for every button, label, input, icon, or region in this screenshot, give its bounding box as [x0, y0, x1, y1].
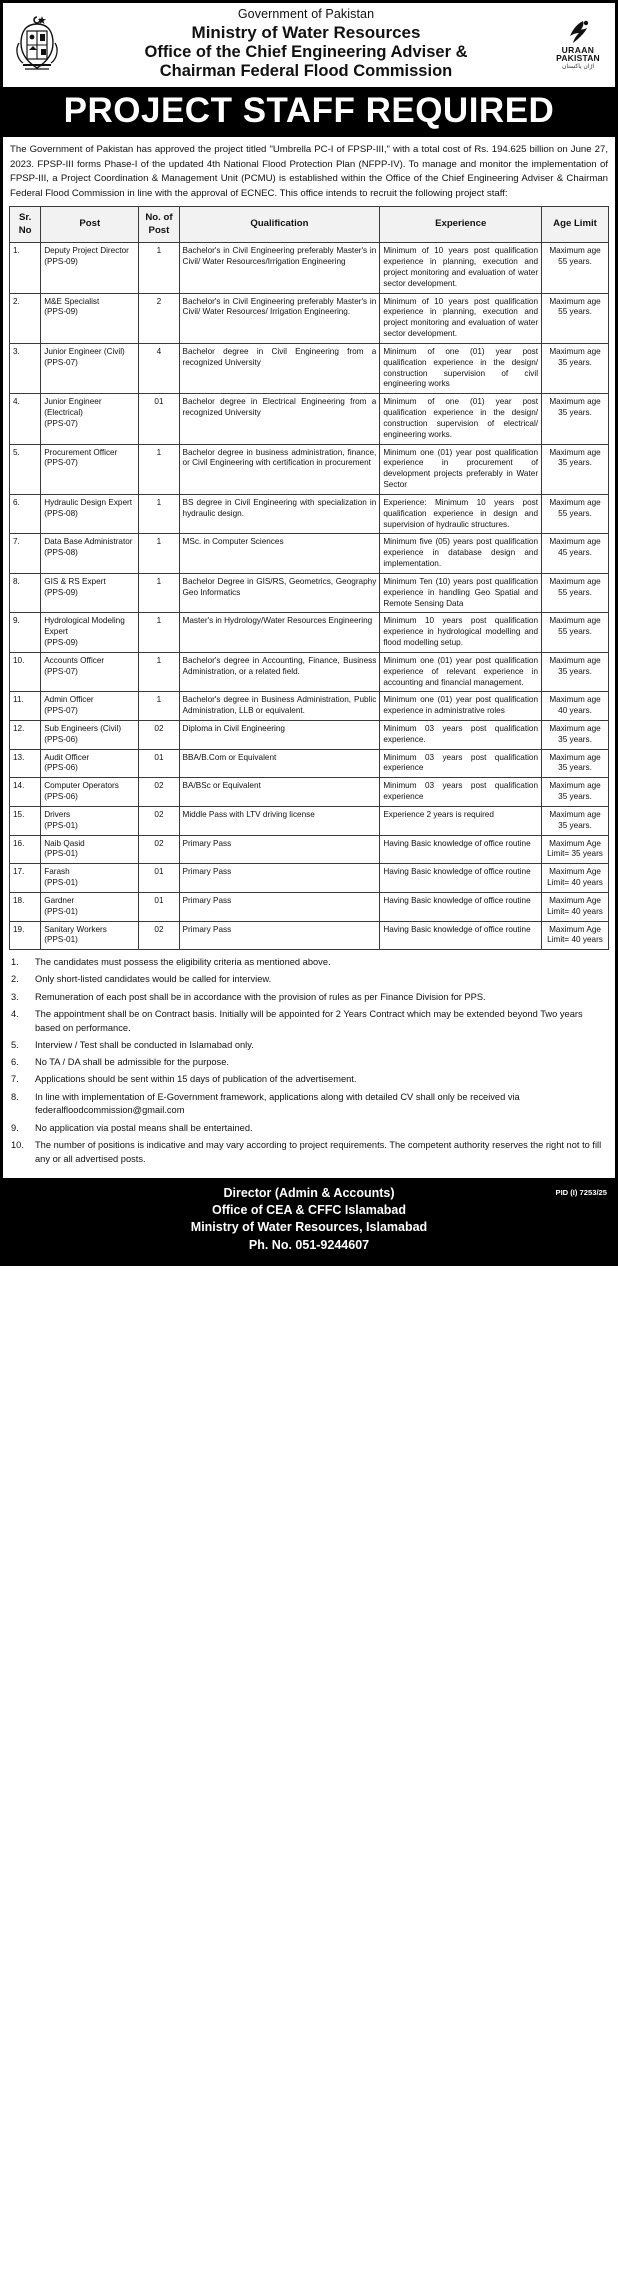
cell-qualification: Master's in Hydrology/Water Resources Engineering: [179, 613, 380, 652]
post-title: Procurement Officer: [44, 447, 118, 457]
cell-age-limit: Maximum age 55 years.: [542, 613, 609, 652]
condition-text: The number of positions is indicative and may vary according to project requirements. The competent authority reserves the right not to fill any or all advertised posts.: [35, 1139, 602, 1164]
condition-text: In line with implementation of E-Government framework, applications along with detailed CV shall only be received via federalfloodcommission@gmail.com: [35, 1091, 520, 1116]
post-pay-scale: (PPS-07): [44, 458, 78, 468]
post-title: Accounts Officer: [44, 655, 105, 665]
post-pay-scale: (PPS-09): [44, 587, 78, 597]
condition-item: [11, 1073, 605, 1087]
ministry-line: Ministry of Water Resources: [191, 22, 421, 42]
table-row: [10, 692, 609, 721]
cell-qualification: MSc. in Computer Sciences: [179, 534, 380, 573]
post-pay-scale: (PPS-08): [44, 548, 78, 558]
footer-phone-line: Ph. No. 051-9244607: [248, 1237, 370, 1252]
column-header-experience: Experience: [380, 207, 542, 243]
table-row: [10, 613, 609, 652]
footer-block: [3, 1178, 615, 1263]
chairman-line: Chairman Federal Flood Commission: [159, 62, 453, 81]
footer-director-line: Director (Admin & Accounts): [223, 1185, 395, 1200]
table-row: [10, 835, 609, 864]
table-row: [10, 293, 609, 343]
cell-post: [41, 835, 139, 864]
condition-text: Interview / Test shall be conducted in Islamabad only.: [35, 1039, 254, 1050]
cell-experience: Minimum 03 years post qualification experience: [380, 749, 542, 778]
post-title: Sanitary Workers: [44, 924, 107, 934]
table-row: [10, 394, 609, 444]
footer-office-line: Office of CEA & CFFC Islamabad: [211, 1203, 406, 1218]
cell-no-of-post: 01: [139, 864, 179, 893]
uraan-bird-icon: [563, 19, 593, 45]
cell-no-of-post: 1: [139, 613, 179, 652]
cell-age-limit: Maximum age 55 years.: [542, 243, 609, 293]
cell-qualification: Bachelor's in Civil Engineering preferably Master's in Civil/ Water Resources/Irrigation Engineering: [179, 243, 380, 293]
cell-post: [41, 613, 139, 652]
cell-age-limit: Maximum age 35 years.: [542, 806, 609, 835]
condition-number: 3.: [11, 991, 19, 1002]
condition-number: 4.: [11, 1008, 19, 1019]
cell-qualification: Diploma in Civil Engineering: [179, 720, 380, 749]
column-header-no-of-post: No. of Post: [139, 207, 179, 243]
table-row: [10, 864, 609, 893]
post-title: Naib Qasid: [44, 838, 85, 848]
cell-sr-no: 10.: [10, 652, 41, 691]
cell-sr-no: 13.: [10, 749, 41, 778]
cell-age-limit: Maximum age 55 years.: [542, 494, 609, 533]
condition-item: [11, 1091, 605, 1119]
condition-number: 8.: [11, 1091, 19, 1102]
post-pay-scale: (PPS-08): [44, 508, 78, 518]
post-title: Junior Engineer (Electrical): [44, 397, 102, 418]
cell-age-limit: Maximum age 35 years.: [542, 652, 609, 691]
post-title: Hydraulic Design Expert: [44, 497, 133, 507]
table-row: [10, 494, 609, 533]
condition-item: [11, 1039, 605, 1053]
cell-post: [41, 806, 139, 835]
post-pay-scale: (PPS-07): [44, 666, 78, 676]
cell-post: [41, 343, 139, 393]
post-title: Deputy Project Director: [44, 246, 129, 256]
post-title: Farash: [44, 867, 70, 877]
office-line: Office of the Chief Engineering Adviser &: [144, 43, 468, 62]
cell-qualification: Bachelor's in Civil Engineering preferably Master's in Civil/ Water Resources/ Irrigation Engineering.: [179, 293, 380, 343]
post-pay-scale: (PPS-09): [44, 257, 78, 267]
cell-no-of-post: 1: [139, 534, 179, 573]
cell-no-of-post: 1: [139, 573, 179, 612]
column-header-qualification: Qualification: [179, 207, 380, 243]
cell-post: [41, 692, 139, 721]
cell-experience: Minimum five (05) years post qualification experience in database design and implementation.: [380, 534, 542, 573]
cell-no-of-post: 02: [139, 921, 179, 950]
post-title: Hydrological Modeling Expert: [44, 616, 125, 637]
intro-paragraph: The Government of Pakistan has approved the project titled "Umbrella PC-I of FPSP-III," with a total cost of Rs. 194.625 billion on June 27, 2023. FPSP-III forms Phase-I of the updated 4th National Flood Protection Plan (NFPP-IV). To manage and monitor the implementation of FPSP-III, a Project Coordination & Management Unit (PCMU) is established within the Office of the Chief Engineering Adviser & Chairman Federal Flood Commission in line with the approval of ECNEC. This office intends to recruit the following project staff:: [3, 135, 615, 206]
post-title: Drivers: [44, 809, 71, 819]
cell-sr-no: 18.: [10, 892, 41, 921]
cell-qualification: Bachelor degree in Civil Engineering from a recognized University: [179, 343, 380, 393]
cell-qualification: BS degree in Civil Engineering with specialization in hydraulic design.: [179, 494, 380, 533]
cell-age-limit: Maximum age 55 years.: [542, 293, 609, 343]
condition-number: 5.: [11, 1039, 19, 1050]
cell-no-of-post: 1: [139, 243, 179, 293]
condition-item: [11, 1056, 605, 1070]
table-row: [10, 444, 609, 494]
conditions-list: [3, 950, 615, 1178]
cell-qualification: Bachelor degree in Electrical Engineering from a recognized University: [179, 394, 380, 444]
cell-age-limit: Maximum age 35 years.: [542, 720, 609, 749]
cell-sr-no: 15.: [10, 806, 41, 835]
cell-post: [41, 749, 139, 778]
condition-number: 1.: [11, 957, 19, 968]
cell-no-of-post: 01: [139, 394, 179, 444]
table-row: [10, 892, 609, 921]
post-pay-scale: (PPS-06): [44, 734, 78, 744]
cell-age-limit: Maximum age 55 years.: [542, 573, 609, 612]
post-pay-scale: (PPS-01): [44, 849, 78, 859]
table-row: [10, 652, 609, 691]
post-pay-scale: (PPS-01): [44, 878, 78, 888]
condition-text: Remuneration of each post shall be in accordance with the provision of rules as per Finance Division for PPS.: [35, 991, 486, 1002]
table-header-row: [10, 207, 609, 243]
cell-qualification: BBA/B.Com or Equivalent: [179, 749, 380, 778]
cell-age-limit: Maximum age 40 years.: [542, 692, 609, 721]
cell-experience: Having Basic knowledge of office routine: [380, 864, 542, 893]
page-title-banner: PROJECT STAFF REQUIRED: [3, 89, 615, 135]
cell-experience: Experience 2 years is required: [380, 806, 542, 835]
cell-post: [41, 494, 139, 533]
column-header-age-limit: Age Limit: [542, 207, 609, 243]
pakistan-state-emblem-icon: [9, 13, 65, 75]
cell-no-of-post: 1: [139, 692, 179, 721]
table-row: [10, 778, 609, 807]
table-row: [10, 720, 609, 749]
cell-post: [41, 720, 139, 749]
cell-qualification: BA/BSc or Equivalent: [179, 778, 380, 807]
post-pay-scale: (PPS-01): [44, 906, 78, 916]
post-title: Sub Engineers (Civil): [44, 723, 122, 733]
cell-sr-no: 6.: [10, 494, 41, 533]
cell-sr-no: 4.: [10, 394, 41, 444]
condition-number: 6.: [11, 1057, 19, 1068]
cell-age-limit: Maximum Age Limit= 35 years: [542, 835, 609, 864]
condition-text: The candidates must possess the eligibility criteria as mentioned above.: [35, 957, 331, 968]
masthead: [3, 3, 615, 89]
cell-age-limit: Maximum age 35 years.: [542, 394, 609, 444]
cell-sr-no: 7.: [10, 534, 41, 573]
table-row: [10, 573, 609, 612]
cell-no-of-post: 02: [139, 720, 179, 749]
cell-post: [41, 892, 139, 921]
cell-sr-no: 16.: [10, 835, 41, 864]
cell-sr-no: 19.: [10, 921, 41, 950]
cell-no-of-post: 1: [139, 444, 179, 494]
cell-no-of-post: 02: [139, 778, 179, 807]
condition-number: 10.: [11, 1139, 24, 1150]
post-title: M&E Specialist: [44, 296, 100, 306]
cell-post: [41, 293, 139, 343]
cell-experience: Having Basic knowledge of office routine: [380, 835, 542, 864]
cell-qualification: Primary Pass: [179, 892, 380, 921]
cell-qualification: Middle Pass with LTV driving license: [179, 806, 380, 835]
cell-no-of-post: 01: [139, 749, 179, 778]
cell-post: [41, 534, 139, 573]
cell-age-limit: Maximum Age Limit= 40 years: [542, 864, 609, 893]
table-row: [10, 243, 609, 293]
cell-experience: Minimum one (01) year post qualification experience in administrative roles: [380, 692, 542, 721]
post-pay-scale: (PPS-07): [44, 706, 78, 716]
cell-experience: Minimum 03 years post qualification experience: [380, 778, 542, 807]
cell-post: [41, 864, 139, 893]
cell-age-limit: Maximum age 35 years.: [542, 444, 609, 494]
uraan-pakistan-logo: [547, 19, 609, 70]
cell-post: [41, 243, 139, 293]
cell-qualification: Primary Pass: [179, 864, 380, 893]
cell-post: [41, 573, 139, 612]
post-title: Audit Officer: [44, 752, 90, 762]
condition-text: Applications should be sent within 15 days of publication of the advertisement.: [35, 1074, 357, 1085]
government-line: Government of Pakistan: [237, 7, 375, 21]
pid-number: PID (I) 7253/25: [555, 1187, 607, 1197]
cell-age-limit: Maximum age 35 years.: [542, 778, 609, 807]
cell-no-of-post: 02: [139, 835, 179, 864]
condition-number: 7.: [11, 1074, 19, 1085]
cell-post: [41, 778, 139, 807]
condition-text: No TA / DA shall be admissible for the purpose.: [35, 1057, 229, 1068]
condition-item: [11, 1122, 605, 1136]
cell-sr-no: 1.: [10, 243, 41, 293]
cell-experience: Minimum one (01) year post qualification experience in procurement of development projects preferably in Water Sector: [380, 444, 542, 494]
cell-no-of-post: 1: [139, 494, 179, 533]
post-title: GIS & RS Expert: [44, 576, 106, 586]
post-title: Data Base Administrator: [44, 537, 133, 547]
condition-number: 2.: [11, 974, 19, 985]
table-row: [10, 921, 609, 950]
cell-experience: Having Basic knowledge of office routine: [380, 892, 542, 921]
cell-experience: Minimum of 10 years post qualification experience in planning, execution and project monitoring and evaluation of water sector development.: [380, 243, 542, 293]
cell-sr-no: 5.: [10, 444, 41, 494]
table-row: [10, 534, 609, 573]
condition-text: No application via postal means shall be entertained.: [35, 1122, 253, 1133]
cell-sr-no: 9.: [10, 613, 41, 652]
cell-experience: Having Basic knowledge of office routine: [380, 921, 542, 950]
post-pay-scale: (PPS-07): [44, 418, 78, 428]
column-header-post: Post: [41, 207, 139, 243]
cell-qualification: Bachelor degree in business administration, finance, or Civil Engineering with certification in procurement: [179, 444, 380, 494]
post-pay-scale: (PPS-06): [44, 792, 78, 802]
cell-experience: Minimum one (01) year post qualification experience of relevant experience in accounting and financial management.: [380, 652, 542, 691]
condition-text: Only short-listed candidates would be called for interview.: [35, 974, 272, 985]
post-pay-scale: (PPS-07): [44, 357, 78, 367]
cell-age-limit: Maximum age 35 years.: [542, 749, 609, 778]
post-pay-scale: (PPS-01): [44, 820, 78, 830]
cell-qualification: Primary Pass: [179, 835, 380, 864]
cell-post: [41, 444, 139, 494]
cell-qualification: Bachelor's degree in Accounting, Finance, Business Administration, or a related field.: [179, 652, 380, 691]
cell-post: [41, 921, 139, 950]
cell-experience: Minimum of one (01) year post qualification experience in the design/ construction supervision of civil engineering works: [380, 343, 542, 393]
post-title: Computer Operators: [44, 781, 119, 791]
cell-age-limit: Maximum Age Limit= 40 years: [542, 892, 609, 921]
condition-number: 9.: [11, 1122, 19, 1133]
cell-experience: Minimum 10 years post qualification experience in hydrological modelling and flood modelling setup.: [380, 613, 542, 652]
cell-sr-no: 11.: [10, 692, 41, 721]
cell-sr-no: 8.: [10, 573, 41, 612]
jobs-table: [9, 206, 609, 950]
cell-post: [41, 394, 139, 444]
cell-experience: Minimum Ten (10) years post qualification experience in handling Geo Spatial and Remote Sensing Data: [380, 573, 542, 612]
cell-sr-no: 17.: [10, 864, 41, 893]
cell-experience: Minimum of 10 years post qualification experience in planning, execution and project monitoring and evaluation of water sector development.: [380, 293, 542, 343]
cell-sr-no: 12.: [10, 720, 41, 749]
condition-item: [11, 956, 605, 970]
condition-item: [11, 1139, 605, 1167]
cell-experience: Minimum of one (01) year post qualification experience in the design/ construction supervision of electrical/ engineering works.: [380, 394, 542, 444]
cell-experience: Minimum 03 years post qualification experience.: [380, 720, 542, 749]
cell-qualification: Bachelor Degree in GIS/RS, Geometrics, Geography Geo Informatics: [179, 573, 380, 612]
uraan-logo-urdu: اڑان پاکستان: [561, 63, 595, 70]
uraan-logo-line2: PAKISTAN: [556, 53, 600, 64]
cell-experience: Experience: Minimum 10 years post qualification experience in design and supervision of hydraulic structures.: [380, 494, 542, 533]
column-header-sr-no: Sr. No: [10, 207, 41, 243]
post-pay-scale: (PPS-01): [44, 935, 78, 945]
condition-item: [11, 973, 605, 987]
cell-age-limit: Maximum age 35 years.: [542, 343, 609, 393]
condition-item: [11, 991, 605, 1005]
table-row: [10, 343, 609, 393]
cell-no-of-post: 01: [139, 892, 179, 921]
jobs-table-wrapper: [3, 206, 615, 950]
cell-qualification: Bachelor's degree in Business Administration, Public Administration, LLB or equivalent.: [179, 692, 380, 721]
cell-no-of-post: 02: [139, 806, 179, 835]
masthead-titles: [65, 7, 547, 81]
post-title: Junior Engineer (Civil): [44, 346, 125, 356]
uraan-logo-line1: URAAN: [561, 44, 595, 55]
post-title: Admin Officer: [44, 695, 94, 705]
cell-sr-no: 3.: [10, 343, 41, 393]
cell-no-of-post: 2: [139, 293, 179, 343]
cell-sr-no: 14.: [10, 778, 41, 807]
post-pay-scale: (PPS-06): [44, 763, 78, 773]
post-pay-scale: (PPS-09): [44, 307, 78, 317]
cell-age-limit: Maximum Age Limit= 40 years: [542, 921, 609, 950]
cell-no-of-post: 1: [139, 652, 179, 691]
condition-text: The appointment shall be on Contract basis. Initially will be appointed for 2 Years Contract which may be extended beyond Two years based on performance.: [35, 1008, 583, 1033]
footer-ministry-line: Ministry of Water Resources, Islamabad: [190, 1220, 428, 1235]
cell-post: [41, 652, 139, 691]
cell-age-limit: Maximum age 45 years.: [542, 534, 609, 573]
post-title: Gardner: [44, 895, 75, 905]
table-row: [10, 806, 609, 835]
condition-item: [11, 1008, 605, 1036]
cell-sr-no: 2.: [10, 293, 41, 343]
post-pay-scale: (PPS-09): [44, 638, 78, 648]
cell-no-of-post: 4: [139, 343, 179, 393]
cell-qualification: Primary Pass: [179, 921, 380, 950]
table-row: [10, 749, 609, 778]
